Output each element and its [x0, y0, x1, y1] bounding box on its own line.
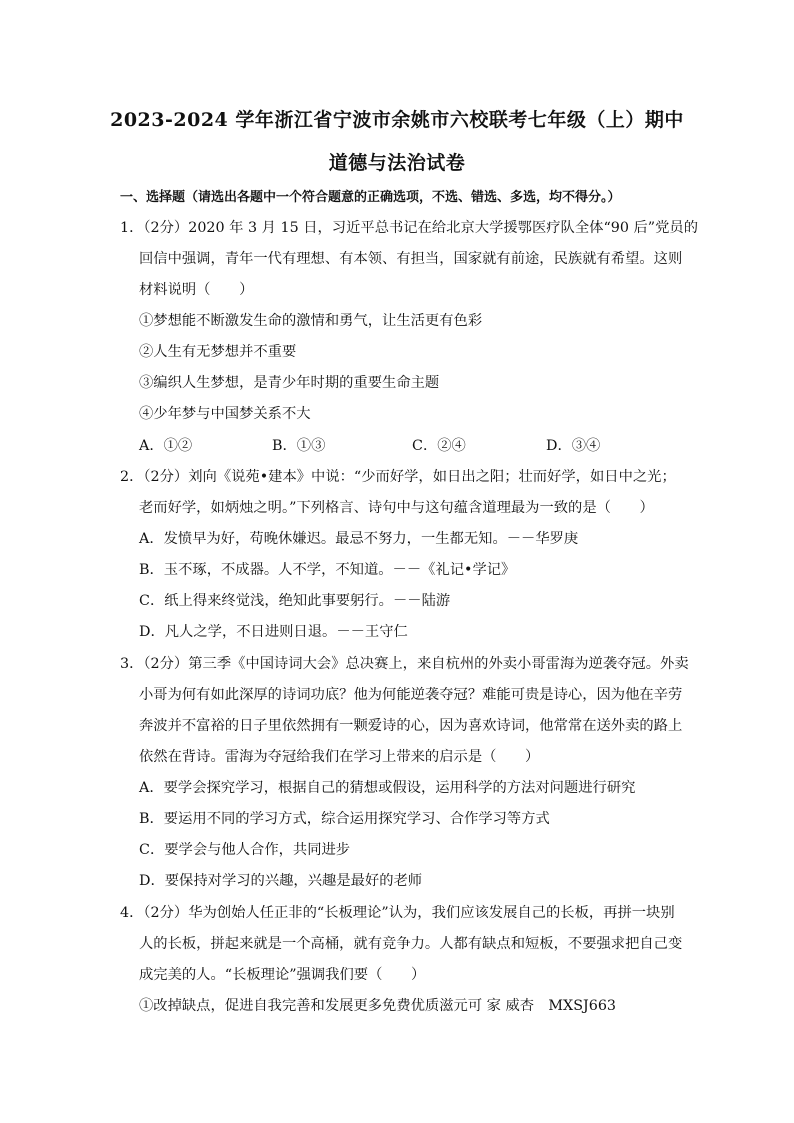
q1-choice-b: B．①③ — [272, 438, 326, 454]
q1-stem-line1: 1．（2分）2020 年 3 月 15 日，习近平总书记在给北京大学援鄂医疗队全体“90 后”党员的 — [120, 220, 698, 236]
q1-statement-2: ②人生有无梦想并不重要 — [139, 344, 297, 360]
q3-stem-line3: 奔波并不富裕的日子里依然拥有一颗爱诗的心，因为喜欢诗词，他常常在送外卖的路上 — [139, 718, 683, 734]
q2-option-a: A．发愤早为好，苟晚休嫌迟。最忌不努力，一生都无知。－－华罗庚 — [139, 531, 579, 547]
q3-option-c: C．要学会与他人合作，共同进步 — [139, 842, 351, 858]
q1-choice-a: A．①② — [139, 438, 193, 454]
q1-statement-4: ④少年梦与中国梦关系不大 — [139, 406, 311, 422]
exam-title-line1: 2023-2024 学年浙江省宁波市余姚市六校联考七年级（上）期中 — [110, 109, 684, 131]
q4-stem-line1: 4．（2分）华为创始人任正非的“长板理论”认为，我们应该发展自己的长板，再拼一块别 — [120, 905, 675, 921]
q3-stem-line4: 依然在背诗。雷海为夺冠给我们在学习上带来的启示是（ ） — [139, 749, 540, 765]
exam-title-line2: 道德与法治试卷 — [328, 152, 466, 174]
q3-option-a: A．要学会探究学习，根据自己的猜想或假设，运用科学的方法对问题进行研究 — [139, 780, 636, 796]
q4-stem-line3: 成完美的人。“长板理论”强调我们要（ ） — [139, 967, 426, 983]
q3-option-d: D．要保持对学习的兴趣，兴趣是最好的老师 — [139, 873, 423, 889]
q1-stem-line2: 回信中强调，青年一代有理想、有本领、有担当，国家就有前途，民族就有希望。这则 — [139, 251, 683, 267]
q4-stem-line2: 人的长板，拼起来就是一个高桶，就有竞争力。人都有缺点和短板，不要强求把自己变 — [139, 936, 683, 952]
q2-option-c: C．纸上得来终觉浅，绝知此事要躬行。－－陆游 — [139, 593, 451, 609]
section-heading: 一、选择题（请选出各题中一个符合题意的正确选项，不选、错选、多选，均不得分。） — [120, 190, 621, 205]
q1-statement-1: ①梦想能不断激发生命的激情和勇气，让生活更有色彩 — [139, 313, 483, 329]
q2-option-b: B．玉不琢，不成器。人不学，不知道。－－《礼记•学记》 — [139, 562, 516, 578]
q1-choice-d: D．③④ — [546, 438, 601, 454]
q1-statement-3: ③编织人生梦想，是青少年时期的重要生命主题 — [139, 375, 440, 391]
q2-stem-line2: 老而好学，如炳烛之明。”下列格言、诗句中与这句蕴含道理最为一致的是（ ） — [139, 500, 654, 516]
q3-option-b: B．要运用不同的学习方式，综合运用探究学习、合作学习等方式 — [139, 811, 550, 827]
q3-stem-line1: 3．（2分）第三季《中国诗词大会》总决赛上，来自杭州的外卖小哥雷海为逆袭夺冠。外卖 — [120, 656, 689, 672]
q4-statement-1: ①改掉缺点，促进自我完善和发展更多免费优质滋元可 家 威杏 MXSJ663 — [139, 998, 617, 1014]
q2-stem-line1: 2．（2分）刘向《说苑•建本》中说：“少而好学，如日出之阳；壮而好学，如日中之光； — [120, 469, 676, 485]
q2-option-d: D．凡人之学，不日进则日退。－－王守仁 — [139, 624, 408, 640]
q3-stem-line2: 小哥为何有如此深厚的诗词功底？他为何能逆袭夺冠？难能可贵是诗心，因为他在辛劳 — [139, 687, 683, 703]
q1-stem-line3: 材料说明（ ） — [139, 282, 254, 298]
q1-choice-c: C．②④ — [412, 438, 466, 454]
